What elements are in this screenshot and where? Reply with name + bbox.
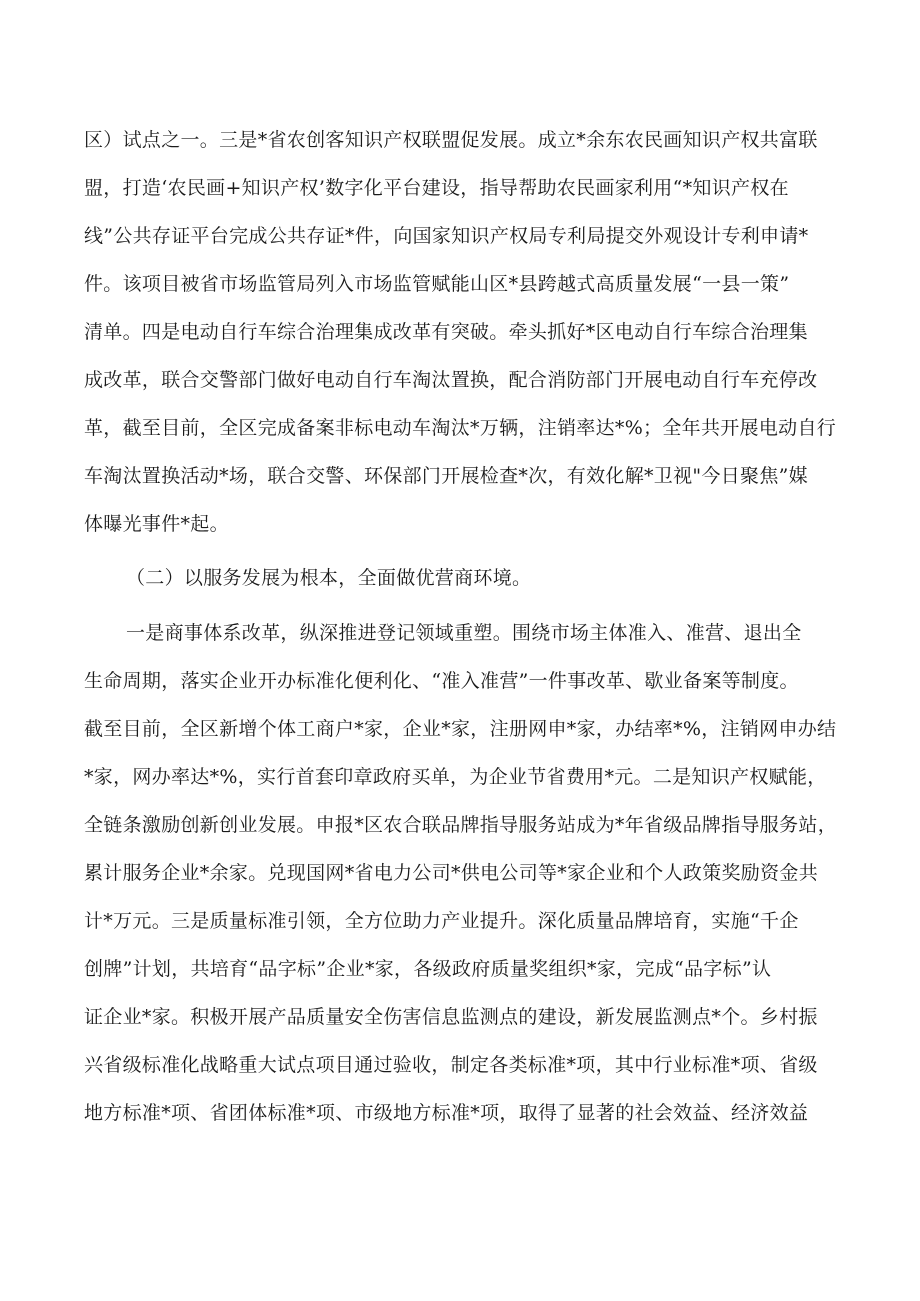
body-text-line: 截至目前，全区新增个体工商户*家，企业*家，注册网申*家，办结率*%，注销网申办结: [84, 718, 837, 740]
body-text-line: 体曝光事件*起。: [84, 513, 229, 535]
paragraph-first-line: 一是商事体系改革，纵深推进登记领域重塑。围绕市场主体准入、准营、退出全: [126, 622, 802, 644]
body-text-line: 累计服务企业*余家。兑现国网*省电力公司*供电公司等*家企业和个人政策奖励资金共: [84, 862, 819, 884]
body-text-line: 盟，打造‘农民画+知识产权’数字化平台建设，指导帮助农民画家利用“*知识产权在: [84, 177, 789, 199]
body-text-line: 革，截至目前，全区完成备案非标电动车淘汰*万辆，注销率达*%；全年共开展电动自行: [84, 417, 837, 439]
body-text-line: 生命周期，落实企业开办标准化便利化、“准入准营”一件事改革、歇业备案等制度。: [84, 670, 799, 692]
body-text-line: 清单。四是电动自行车综合治理集成改革有突破。牵头抓好*区电动自行车综合治理集: [84, 321, 808, 343]
body-text-line: 创牌”计划，共培育“品字标”企业*家，各级政府质量奖组织*家，完成“品字标”认: [84, 958, 772, 980]
body-text-line: 区）试点之一。三是*省农创客知识产权联盟促发展。成立*余东农民画知识产权共富联: [84, 129, 818, 151]
body-text-line: 线”公共存证平台完成公共存证*件，向国家知识产权局专利局提交外观设计专利申请*: [84, 225, 809, 247]
body-text-line: 证企业*家。积极开展产品质量安全伤害信息监测点的建设，新发展监测点*个。乡村振: [84, 1006, 818, 1028]
body-text-line: 地方标准*项、省团体标准*项、市级地方标准*项，取得了显著的社会效益、经济效益: [84, 1102, 809, 1124]
section-heading: （二）以服务发展为根本，全面做优营商环境。: [126, 567, 532, 589]
body-text-line: 计*万元。三是质量标准引领，全方位助力产业提升。深化质量品牌培育，实施“千企: [84, 910, 799, 932]
body-text-line: 件。该项目被省市场监管局列入市场监管赋能山区*县跨越式高质量发展“一县一策”: [84, 273, 790, 295]
body-text-line: 成改革，联合交警部门做好电动自行车淘汰置换，配合消防部门开展电动自行车充停改: [84, 369, 818, 391]
body-text-line: 车淘汰置换活动*场，联合交警、环保部门开展检查*次，有效化解*卫视"今日聚焦”媒: [84, 465, 808, 487]
body-text-line: 兴省级标准化战略重大试点项目通过验收，制定各类标准*项，其中行业标准*项、省级: [84, 1054, 818, 1076]
body-text-line: 全链条激励创新创业发展。申报*区农合联品牌指导服务站成为*年省级品牌指导服务站，: [84, 814, 838, 836]
body-text-line: *家，网办率达*%，实行首套印章政府买单，为企业节省费用*元。二是知识产权赋能，: [84, 766, 827, 788]
